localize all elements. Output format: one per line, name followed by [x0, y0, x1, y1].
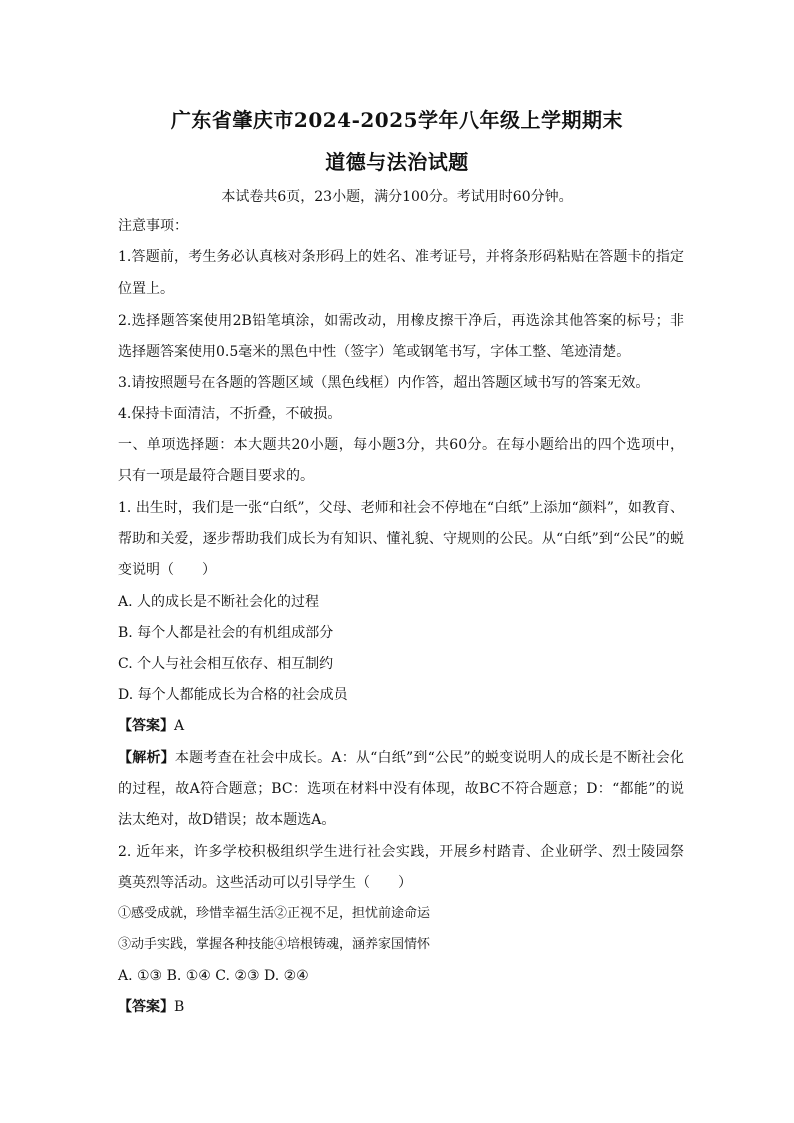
question-stem: 变说明（ ） [118, 562, 216, 578]
options-line: A. ①③ B. ①④ C. ②③ D. ②④ [118, 968, 309, 984]
answer-label: 【答案】 [118, 718, 174, 734]
section-heading: 一、单项选择题：本大题共20小题，每小题3分，共60分。在每小题给出的四个选项中， [118, 437, 684, 453]
statement-line: ①感受成就，珍惜幸福生活②正视不足，担忧前途命运 [118, 906, 431, 921]
analysis-line [118, 748, 684, 768]
note-line: 位置上。 [118, 281, 174, 297]
option-b: B. 每个人都是社会的有机组成部分 [118, 625, 334, 641]
analysis-label: 【解析】 [118, 750, 175, 766]
option-c: C. 个人与社会相互依存、相互制约 [118, 656, 334, 672]
section-heading: 只有一项是最符合题目要求的。 [118, 468, 314, 484]
exam-title: 广东省肇庆市2024-2025学年八年级上学期期末 [170, 108, 624, 132]
note-line: 1.答题前，考生务必认真核对条形码上的姓名、准考证号，并将条形码粘贴在答题卡的指定 [118, 249, 684, 265]
analysis-text: 本题考查在社会中成长。A：从“白纸”到“公民”的蜕变说明人的成长是不断社会化 [174, 750, 684, 766]
question-stem: 1. 出生时，我们是一张“白纸”，父母、老师和社会不停地在“白纸”上添加“颜料”，如教育、 [118, 500, 684, 516]
answer-value: B [174, 999, 185, 1015]
answer [118, 997, 684, 1017]
note-line: 3.请按照题号在各题的答题区域（黑色线框）内作答，超出答题区域书写的答案无效。 [118, 375, 650, 391]
answer-label: 【答案】 [118, 999, 174, 1015]
option-a: A. 人的成长是不断社会化的过程 [118, 594, 320, 610]
analysis-line: 法太绝对，故D错误；故本题选A。 [118, 812, 336, 828]
analysis-line: 的过程，故A符合题意；BC：选项在材料中没有体现，故BC不符合题意；D：“都能”的说 [118, 781, 684, 797]
answer [118, 716, 684, 736]
question-stem: 奠英烈等活动。这些活动可以引导学生（ ） [118, 875, 412, 891]
option-d: D. 每个人都能成长为合格的社会成员 [118, 687, 348, 703]
question-stem: 2. 近年来，许多学校积极组织学生进行社会实践，开展乡村踏青、企业研学、烈士陵园祭 [118, 844, 684, 860]
exam-subject-title: 道德与法治试题 [325, 150, 469, 174]
notes-heading: 注意事项： [118, 218, 188, 234]
exam-info: 本试卷共6页，23小题，满分100分。考试用时60分钟。 [221, 189, 573, 205]
question-stem: 帮助和关爱，逐步帮助我们成长为有知识、懂礼貌、守规则的公民。从“白纸”到“公民”的蜕 [118, 531, 684, 547]
note-line: 2.选择题答案使用2B铅笔填涂，如需改动，用橡皮擦干净后，再选涂其他答案的标号；非 [118, 313, 684, 329]
statement-line: ③动手实践，掌握各种技能④培根铸魂，涵养家国情怀 [118, 937, 431, 952]
answer-value: A [174, 718, 185, 734]
note-line: 4.保持卡面清洁，不折叠，不破损。 [118, 406, 342, 422]
note-line: 选择题答案使用0.5毫米的黑色中性（签字）笔或钢笔书写，字体工整、笔迹清楚。 [118, 344, 631, 360]
